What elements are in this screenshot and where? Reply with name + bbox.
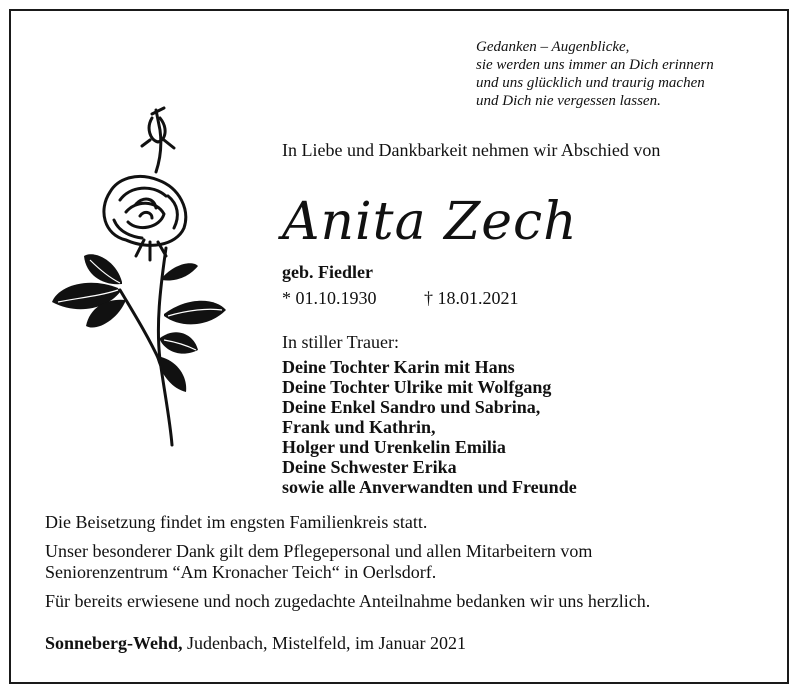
burial-paragraph: Die Beisetzung findet im engsten Familienkreis statt. — [45, 512, 428, 532]
mourner-line: Holger und Urenkelin Emilia — [282, 437, 506, 457]
rose-icon — [48, 100, 233, 450]
poem-line: und uns glücklich und traurig machen — [476, 75, 705, 91]
thanks-line: Unser besonderer Dank gilt dem Pflegepersonal und allen Mitarbeitern vom — [45, 541, 593, 561]
poem-line: sie werden uns immer an Dich erinnern — [476, 57, 714, 73]
mourners-list — [282, 357, 577, 497]
condolences-paragraph: Für bereits erwiesene und noch zugedachte Anteilnahme bedanken wir uns herzlich. — [45, 591, 651, 611]
mourner-line: Deine Tochter Ulrike mit Wolfgang — [282, 377, 552, 397]
death-date: † 18.01.2021 — [424, 288, 519, 308]
birth-date: * 01.10.1930 — [282, 288, 377, 308]
closing-place-bold: Sonneberg-Wehd, — [45, 633, 183, 653]
mourner-line: Deine Enkel Sandro und Sabrina, — [282, 397, 541, 417]
maiden-name: geb. Fiedler — [282, 262, 373, 282]
mourning-label: In stiller Trauer: — [282, 332, 399, 352]
deceased-name: Anita Zech — [282, 192, 578, 252]
mourner-line: Deine Schwester Erika — [282, 457, 457, 477]
thanks-line: Seniorenzentrum “Am Kronacher Teich“ in Oerlsdorf. — [45, 562, 437, 582]
poem-line: Gedanken – Augenblicke, — [476, 39, 630, 55]
mourner-line: Deine Tochter Karin mit Hans — [282, 357, 515, 377]
mourner-line: Frank und Kathrin, — [282, 417, 436, 437]
intro-text: In Liebe und Dankbarkeit nehmen wir Abschied von — [282, 140, 661, 160]
mourner-line: sowie alle Anverwandten und Freunde — [282, 477, 577, 497]
poem-line: und Dich nie vergessen lassen. — [476, 93, 661, 109]
closing-place-rest: Judenbach, Mistelfeld, im Januar 2021 — [182, 633, 466, 653]
thanks-paragraph — [45, 541, 592, 583]
closing-line — [45, 633, 466, 654]
poem — [476, 38, 776, 110]
